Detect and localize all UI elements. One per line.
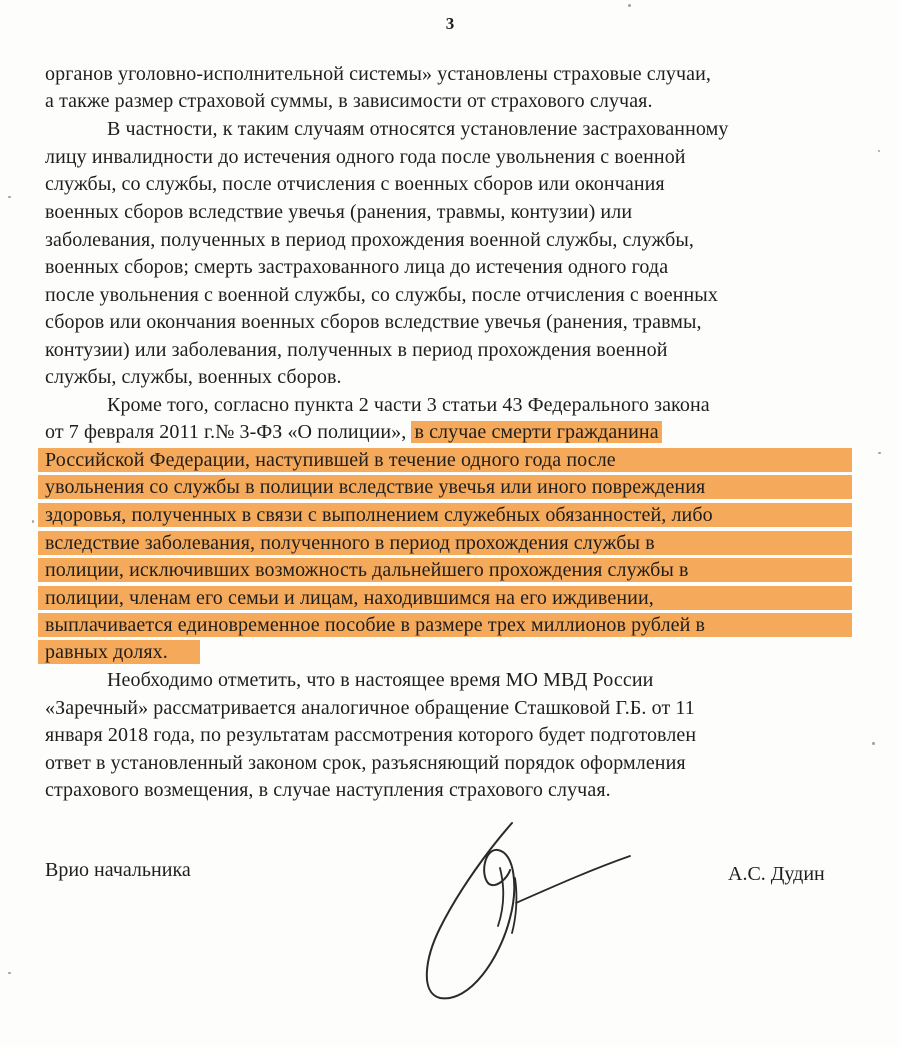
signatory-name: А.С. Дудин (728, 863, 825, 885)
text-line: лицу инвалидности до истечения одного года после увольнения с военной (45, 146, 686, 168)
scan-speck (878, 452, 881, 454)
scan-speck (8, 196, 11, 198)
text-line: В частности, к таким случаям относятся установление застрахованному (107, 118, 729, 140)
text-line: органов уголовно-исполнительной системы» установлены страховые случаи, (45, 63, 712, 85)
highlighted-text-line: равных долях. (45, 641, 168, 663)
text-line: Кроме того, согласно пункта 2 части 3 статьи 43 Федерального закона (107, 394, 710, 416)
scan-speck (32, 520, 34, 523)
text-line: службы, службы, военных сборов. (45, 366, 342, 388)
text-fragment: от 7 февраля 2011 г.№ 3-ФЗ «О полиции», (45, 421, 412, 443)
highlighted-text-line: увольнения со службы в полиции вследствие увечья или иного повреждения (45, 476, 706, 498)
highlighted-text-line: выплачивается единовременное пособие в размере трех миллионов рублей в (45, 614, 706, 636)
text-line: контузии) или заболевания, полученных в период прохождения военной (45, 339, 668, 361)
scan-speck (8, 972, 11, 974)
signatory-position: Врио начальника (45, 859, 191, 881)
text-line: Необходимо отметить, что в настоящее время МО МВД России (107, 669, 654, 691)
text-line: сборов или окончания военных сборов вследствие увечья (ранения, травмы, (45, 311, 702, 333)
scan-speck (878, 150, 880, 152)
handwritten-signature (400, 808, 640, 1008)
text-line: а также размер страховой суммы, в зависимости от страхового случая. (45, 90, 653, 112)
scan-speck (872, 742, 875, 745)
highlighted-text-line: полиции, исключивших возможность дальнейшего прохождения службы в (45, 559, 689, 581)
text-line: службы, со службы, после отчисления с военных сборов или окончания (45, 173, 665, 195)
highlighted-text-line: полиции, членам его семьи и лицам, находившимся на его иждивении, (45, 587, 654, 609)
highlighted-text-line: вследствие заболевания, полученного в период прохождения службы в (45, 532, 655, 554)
text-line: военных сборов вследствие увечья (ранения, травмы, контузии) или (45, 201, 633, 223)
text-line: заболевания, полученных в период прохождения военной службы, службы, (45, 229, 695, 251)
text-line (45, 420, 662, 444)
text-line: января 2018 года, по результатам рассмотрения которого будет подготовлен (45, 724, 697, 746)
scan-speck (628, 4, 631, 7)
page-number: 3 (445, 14, 455, 33)
text-line: «Заречный» рассматривается аналогичное обращение Сташковой Г.Б. от 11 (45, 697, 695, 719)
text-line: военных сборов; смерть застрахованного лица до истечения одного года (45, 256, 669, 278)
text-line: после увольнения с военной службы, со службы, после отчисления с военных (45, 284, 718, 306)
highlighted-text-line: Российской Федерации, наступившей в течение одного года после (45, 449, 616, 471)
highlighted-text: в случае смерти гражданина (411, 421, 661, 443)
text-line: ответ в установленный законом срок, разъясняющий порядок оформления (45, 752, 686, 774)
highlighted-text-line: здоровья, полученных в связи с выполнением служебных обязанностей, либо (45, 504, 713, 526)
text-line: страхового возмещения, в случае наступления страхового случая. (45, 779, 611, 801)
